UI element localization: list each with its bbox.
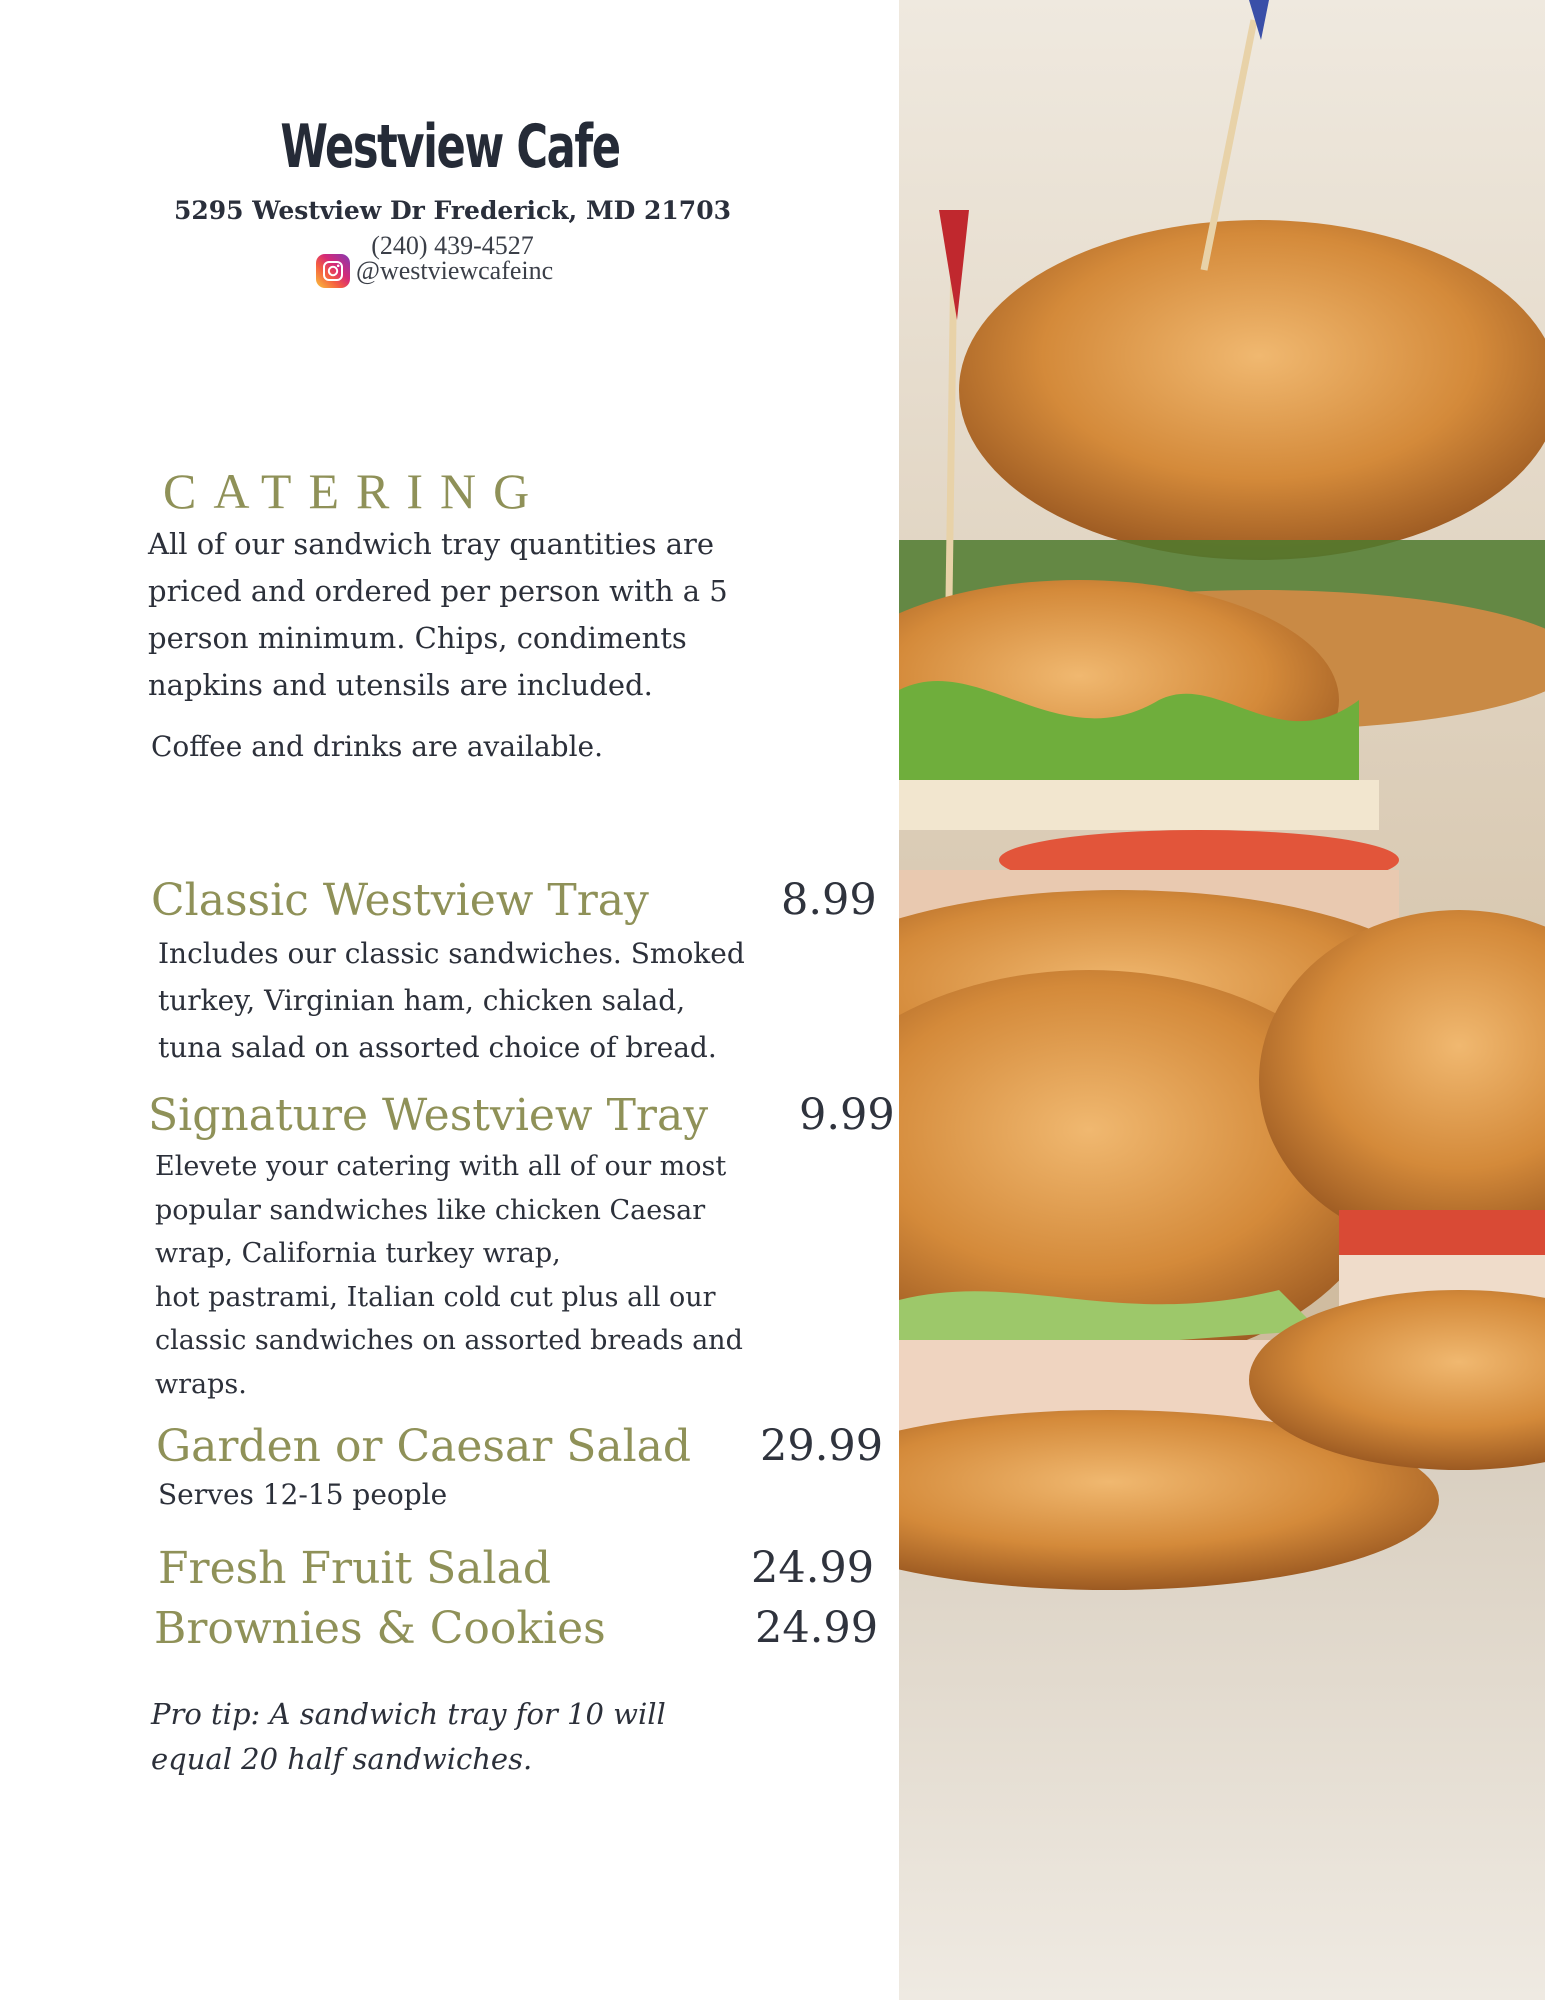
- menu-item-name: Brownies & Cookies: [154, 1603, 606, 1654]
- intro-line: person minimum. Chips, condiments: [148, 621, 687, 655]
- cafe-phone[interactable]: (240) 439-4527: [371, 231, 534, 260]
- menu-item-description: Serves 12-15 people: [158, 1478, 448, 1511]
- description-line: classic sandwiches on assorted breads and: [155, 1325, 743, 1356]
- catering-intro: [148, 521, 738, 709]
- description-line: wrap, California turkey wrap,: [155, 1238, 561, 1269]
- description-line: popular sandwiches like chicken Caesar: [155, 1194, 706, 1226]
- description-line: Elevete your catering with all of our most: [155, 1151, 727, 1182]
- sandwich-illustration: [899, 0, 1545, 2000]
- menu-item-description: [158, 930, 745, 1071]
- tip-line: Pro tip: A sandwich tray for 10 will: [151, 1697, 666, 1731]
- catering-heading: CATERING: [163, 463, 547, 519]
- instagram-handle: @westviewcafeinc: [356, 256, 554, 285]
- sandwich-photo: [899, 0, 1545, 2000]
- menu-item-name: Fresh Fruit Salad: [158, 1543, 551, 1594]
- pro-tip: [151, 1692, 711, 1782]
- description-line: hot pastrami, Italian cold cut plus all our: [155, 1281, 716, 1313]
- menu-item-price: 8.99: [781, 875, 877, 925]
- description-line: wraps.: [155, 1368, 247, 1400]
- drinks-note: Coffee and drinks are available.: [151, 730, 604, 763]
- menu-item-name: Garden or Caesar Salad: [156, 1421, 692, 1472]
- menu-item-price: 29.99: [760, 1421, 884, 1471]
- description-line: turkey, Virginian ham, chicken salad,: [158, 984, 686, 1017]
- menu-item-name: Classic Westview Tray: [151, 875, 649, 926]
- menu-item-price: 9.99: [799, 1090, 895, 1140]
- intro-line: priced and ordered per person with a 5: [148, 574, 728, 608]
- menu-item-price: 24.99: [755, 1603, 879, 1653]
- menu-item-price: 24.99: [751, 1543, 875, 1593]
- instagram-link[interactable]: [316, 254, 553, 288]
- menu-item-description: [155, 1145, 743, 1406]
- cafe-address: 5295 Westview Dr Frederick, MD 21703: [174, 196, 731, 225]
- description-line: tuna salad on assorted choice of bread.: [158, 1031, 717, 1064]
- menu-item-name: Signature Westview Tray: [148, 1090, 709, 1141]
- cafe-title: Westview Cafe: [280, 112, 620, 182]
- instagram-icon: [316, 254, 350, 288]
- intro-line: napkins and utensils are included.: [148, 668, 653, 702]
- tip-line: equal 20 half sandwiches.: [151, 1742, 533, 1776]
- description-line: Includes our classic sandwiches. Smoked: [158, 937, 745, 970]
- intro-line: All of our sandwich tray quantities are: [148, 527, 715, 561]
